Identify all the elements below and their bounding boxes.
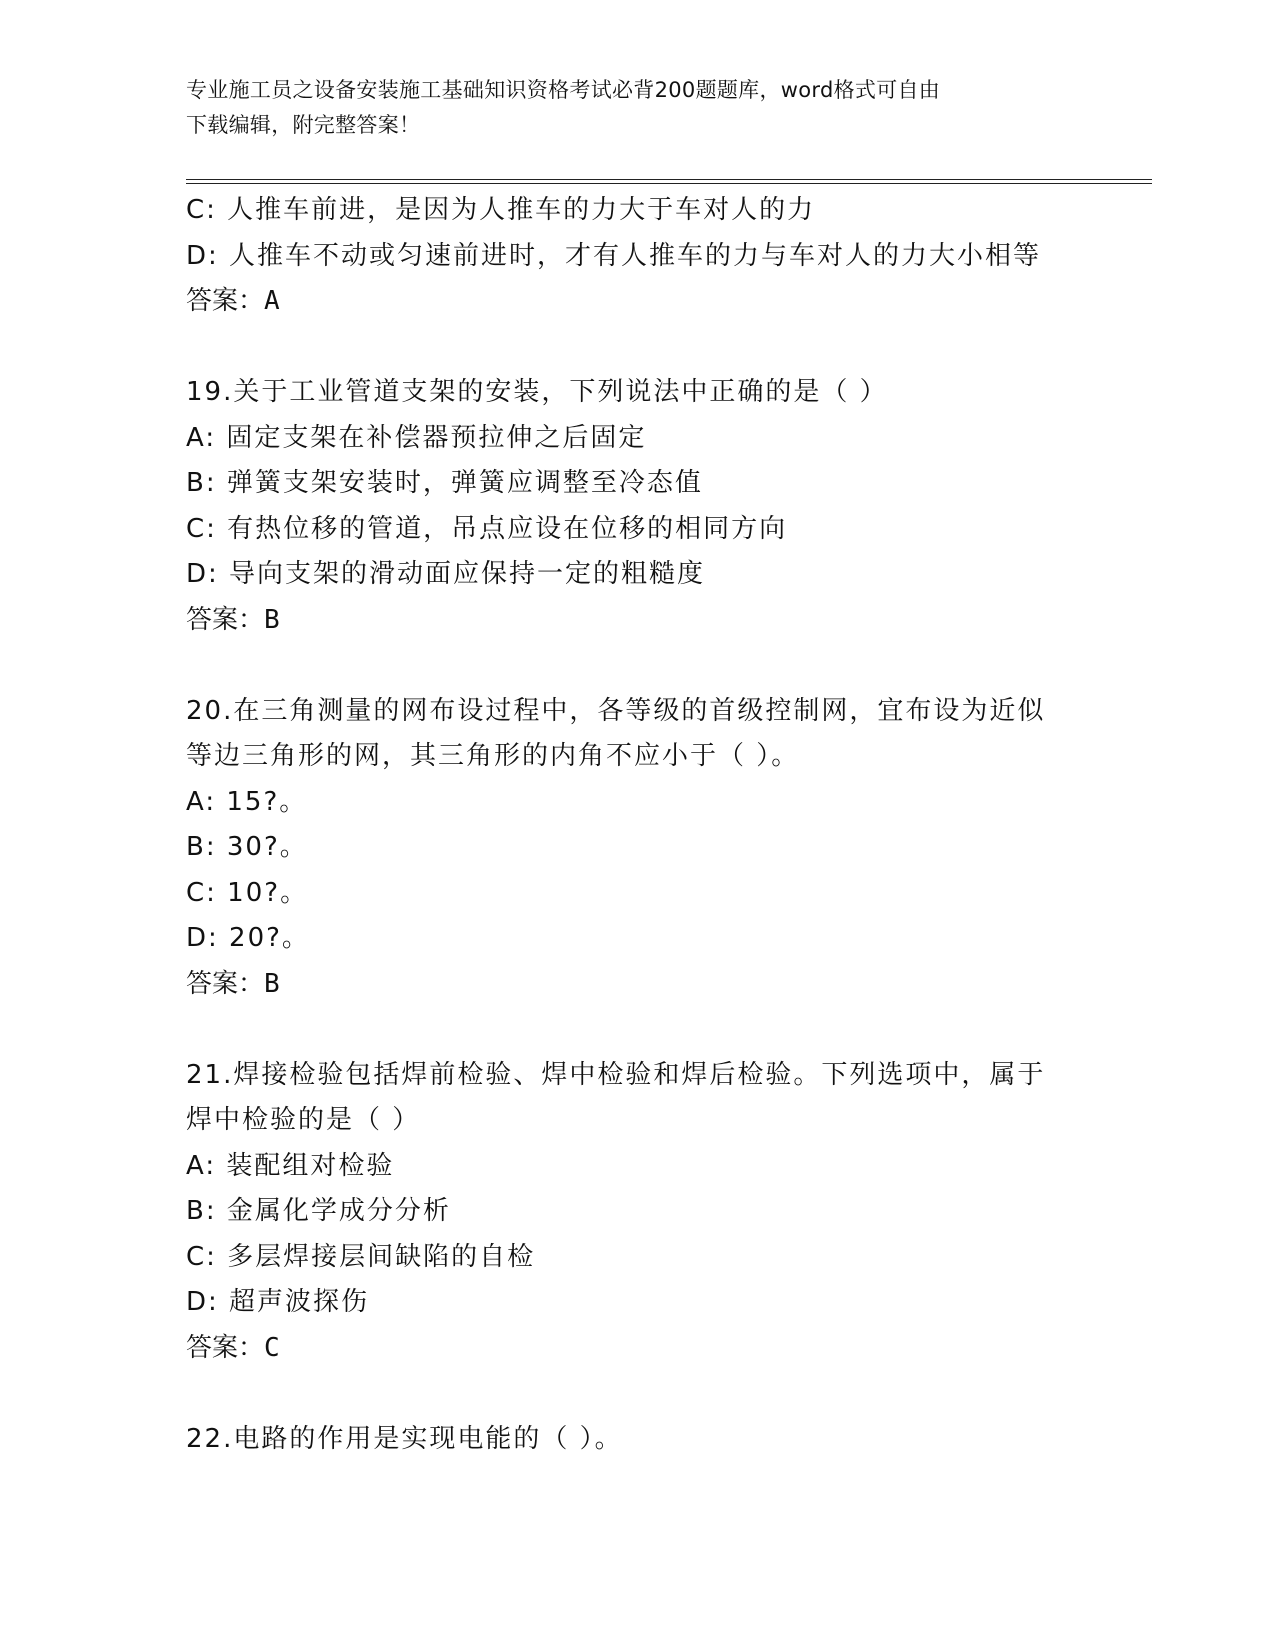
option-c: C: 人推车前进，是因为人推车的力大于车对人的力: [186, 195, 816, 225]
option-b: B: 弹簧支架安装时，弹簧应调整至冷态值: [186, 468, 703, 498]
option-d: D: 人推车不动或匀速前进时，才有人推车的力与车对人的力大小相等: [186, 240, 1042, 271]
answer-line: [186, 598, 1106, 644]
answer-value: C: [264, 1332, 280, 1363]
header-divider-bottom: [186, 183, 1152, 184]
option-a: A: 固定支架在补偿器预拉伸之后固定: [186, 422, 647, 453]
question-stem: 22.电路的作用是实现电能的（ ）。: [186, 1423, 623, 1454]
spacer: [186, 643, 1106, 689]
spacer: [186, 1007, 1106, 1053]
question-stem-line-2: 焊中检验的是（ ）: [186, 1105, 421, 1135]
header-line-1: 专业施工员之设备安装施工基础知识资格考试必背200题题库，word格式可自由: [186, 78, 941, 102]
answer-label: 答案：: [186, 286, 265, 316]
header-line-2: 下载编辑，附完整答案！: [186, 113, 421, 137]
question-21: [186, 1053, 1106, 1372]
option-d: D: 导向支架的滑动面应保持一定的粗糙度: [186, 559, 706, 589]
option-c: C: 有热位移的管道，吊点应设在位移的相同方向: [186, 513, 788, 544]
answer-label: 答案：: [186, 604, 265, 635]
document-header: [186, 73, 1086, 143]
question-stem-line-2: 等边三角形的网，其三角形的内角不应小于（ ）。: [186, 741, 800, 771]
spacer: [186, 1371, 1106, 1417]
answer-line: [186, 1326, 1106, 1372]
option-a: A: 装配组对检验: [186, 1150, 395, 1181]
option-c: C: 10?。: [186, 877, 309, 908]
option-d: D: 20?。: [186, 923, 310, 953]
question-stem: 19.关于工业管道支架的安装，下列说法中正确的是（ ）: [186, 377, 888, 407]
header-divider-top: [186, 179, 1152, 180]
answer-line: [186, 962, 1106, 1008]
spacer: [186, 325, 1106, 371]
answer-line: [186, 279, 1106, 325]
question-20: [186, 689, 1106, 1008]
option-b: B: 金属化学成分分析: [186, 1196, 451, 1226]
question-stem-line-1: 20.在三角测量的网布设过程中，各等级的首级控制网，宜布设为近似: [186, 695, 1046, 726]
option-d: D: 超声波探伤: [186, 1287, 370, 1317]
question-content: [186, 188, 1106, 1462]
answer-label: 答案：: [186, 968, 265, 999]
answer-value: A: [264, 286, 280, 316]
option-a: A: 15?。: [186, 786, 308, 817]
answer-value: B: [264, 604, 280, 635]
question-19: [186, 370, 1106, 643]
option-c: C: 多层焊接层间缺陷的自检: [186, 1241, 536, 1272]
option-b: B: 30?。: [186, 832, 308, 862]
question-22: [186, 1417, 1106, 1463]
answer-label: 答案：: [186, 1332, 265, 1363]
question-stem-line-1: 21.焊接检验包括焊前检验、焊中检验和焊后检验。下列选项中，属于: [186, 1059, 1046, 1090]
answer-value: B: [264, 968, 280, 999]
